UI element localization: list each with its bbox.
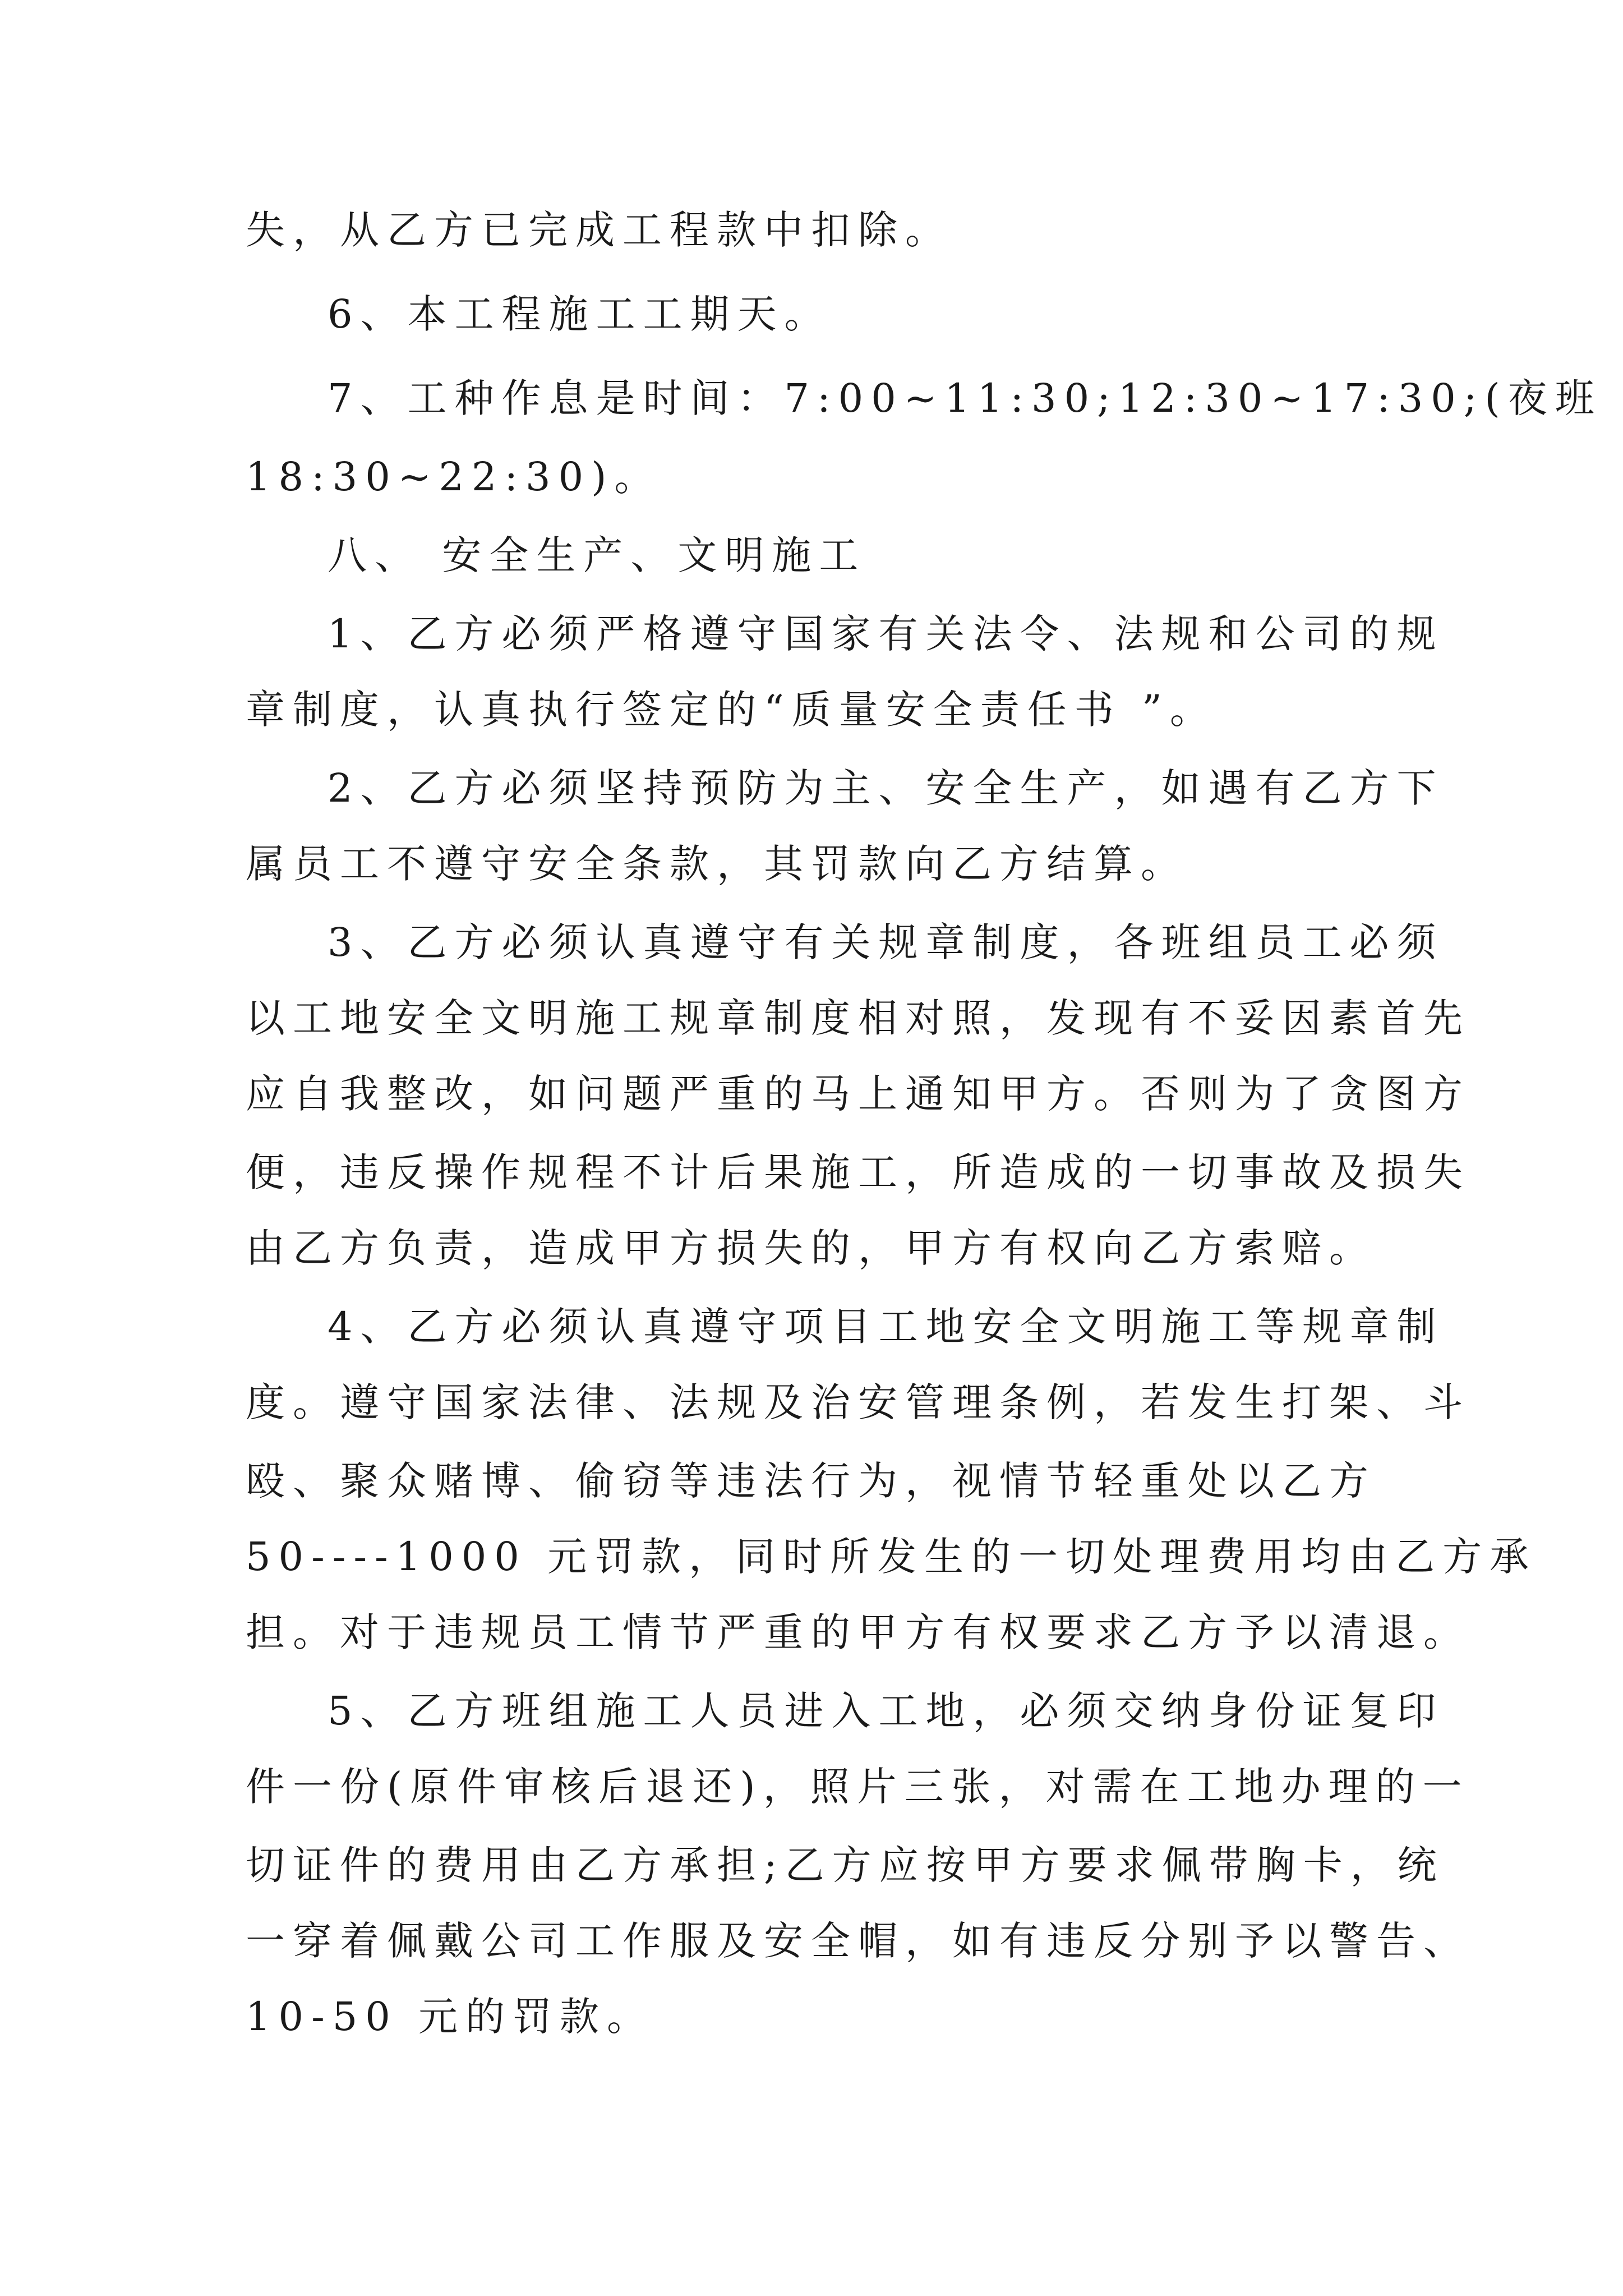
text-line: 度。遵守国家法律、法规及治安管理条例，若发生打架、斗: [246, 1379, 1470, 1425]
text-line: 失，从乙方已完成工程款中扣除。: [246, 207, 952, 253]
section-heading: 八、 安全生产、文明施工: [328, 532, 866, 578]
text-line: 5、乙方班组施工人员进入工地，必须交纳身份证复印: [328, 1688, 1444, 1734]
text-line: 由乙方负责，造成甲方损失的，甲方有权向乙方索赔。: [246, 1225, 1376, 1271]
text-line: 殴、聚众赌博、偷窃等违法行为，视情节轻重处以乙方: [246, 1458, 1376, 1504]
text-line: 18:30~22:30)。: [246, 454, 662, 500]
text-line: 3、乙方必须认真遵守有关规章制度，各班组员工必须: [328, 919, 1444, 965]
text-line: 应自我整改，如问题严重的马上通知甲方。否则为了贪图方: [246, 1071, 1470, 1117]
text-line: 件一份(原件审核后退还)，照片三张，对需在工地办理的一: [246, 1764, 1470, 1810]
text-line: 切证件的费用由乙方承担;乙方应按甲方要求佩带胸卡，统: [246, 1842, 1445, 1888]
text-line: 以工地安全文明施工规章制度相对照，发现有不妥因素首先: [246, 995, 1470, 1041]
text-line: 10-50 元的罚款。: [246, 1994, 654, 2040]
text-line: 一穿着佩戴公司工作服及安全帽，如有违反分别予以警告、: [246, 1918, 1470, 1964]
text-line: 7、工种作息是时间：7:00~11:30;12:30~17:30;(夜班: [328, 375, 1602, 421]
text-line: 4、乙方必须认真遵守项目工地安全文明施工等规章制: [328, 1304, 1444, 1350]
text-line: 6、本工程施工工期天。: [328, 291, 832, 337]
text-line: 章制度，认真执行签定的“质量安全责任书 ”。: [246, 687, 1217, 733]
text-line: 2、乙方必须坚持预防为主、安全生产，如遇有乙方下: [328, 765, 1444, 811]
text-line: 50----1000 元罚款，同时所发生的一切处理费用均由乙方承: [246, 1534, 1537, 1580]
text-line: 便，违反操作规程不计后果施工，所造成的一切事故及损失: [246, 1149, 1470, 1195]
text-line: 担。对于违规员工情节严重的甲方有权要求乙方予以清退。: [246, 1609, 1470, 1655]
text-line: 1、乙方必须严格遵守国家有关法令、法规和公司的规: [328, 611, 1444, 657]
text-line: 属员工不遵守安全条款，其罚款向乙方结算。: [246, 841, 1188, 887]
